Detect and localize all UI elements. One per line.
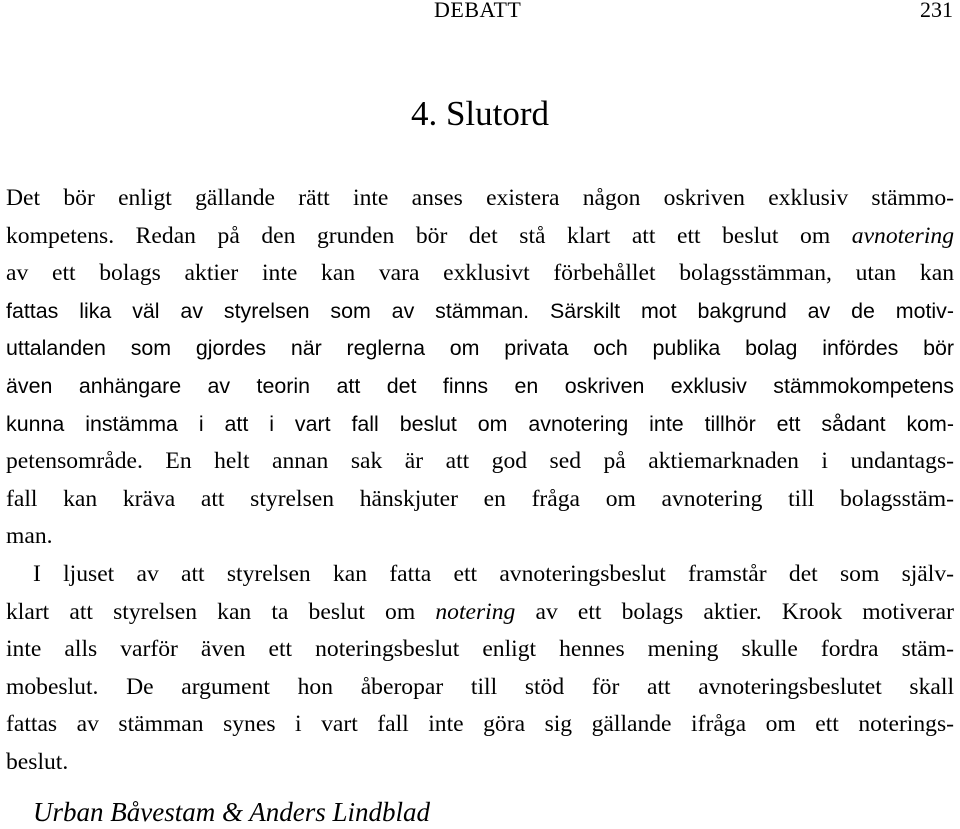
- text-line: petensområde. En helt annan sak är att god sed på aktiemarknaden i undantags-: [6, 448, 954, 475]
- text-line: inte alls varför även ett noteringsbeslut enligt hennes mening skulle fordra stäm-: [6, 636, 954, 663]
- body-text: [6, 180, 954, 782]
- page-number: 231: [920, 0, 953, 22]
- paragraph-1: [6, 180, 954, 556]
- text-line: beslut.: [6, 748, 69, 775]
- italic-term: avnotering: [851, 222, 954, 249]
- text-run: klart att styrelsen kan ta beslut om: [6, 598, 436, 625]
- running-head-section: DEBATT: [434, 0, 522, 22]
- text-line: I ljuset av att styrelsen kan fatta ett avnoteringsbeslut framstår det som själv-: [33, 560, 954, 587]
- text-line: [6, 594, 954, 632]
- author-signature: Urban Båvestam & Anders Lindblad: [33, 797, 430, 827]
- text-line: Det bör enligt gällande rätt inte anses existera någon oskriven exklusiv stämmo-: [6, 185, 954, 211]
- text-run: av ett bolags aktier. Krook motiverar: [515, 598, 954, 625]
- text-line: fall kan kräva att styrelsen hänskjuter en fråga om avnotering till bolagsstäm-: [6, 485, 954, 512]
- text-line: även anhängare av teorin att det finns en oskriven exklusiv stämmokompetens: [6, 373, 954, 398]
- paragraph-2: [6, 556, 954, 782]
- text-line: mobeslut. De argument hon åberopar till stöd för att avnoteringsbeslutet skall: [6, 673, 954, 700]
- text-line: fattas lika väl av styrelsen som av stämman. Särskilt mot bakgrund av de motiv-: [6, 298, 954, 323]
- text-line: [6, 218, 954, 256]
- text-run: kompetens. Redan på den grunden bör det stå klart att ett beslut om: [6, 222, 852, 249]
- text-line: uttalanden som gjordes när reglerna om privata och publika bolag infördes bör: [6, 336, 954, 361]
- text-line: kunna instämma i att i vart fall beslut om avnotering inte tillhör ett sådant kom-: [6, 411, 954, 436]
- italic-term: notering: [435, 598, 516, 625]
- text-line: fattas av stämman synes i vart fall inte göra sig gällande ifråga om ett noterings-: [6, 711, 954, 738]
- running-head: [0, 0, 960, 23]
- text-line: av ett bolags aktier inte kan vara exklusivt förbehållet bolagsstämman, utan kan: [6, 260, 954, 287]
- section-heading: 4. Slutord: [410, 94, 550, 133]
- text-line: man.: [6, 523, 53, 550]
